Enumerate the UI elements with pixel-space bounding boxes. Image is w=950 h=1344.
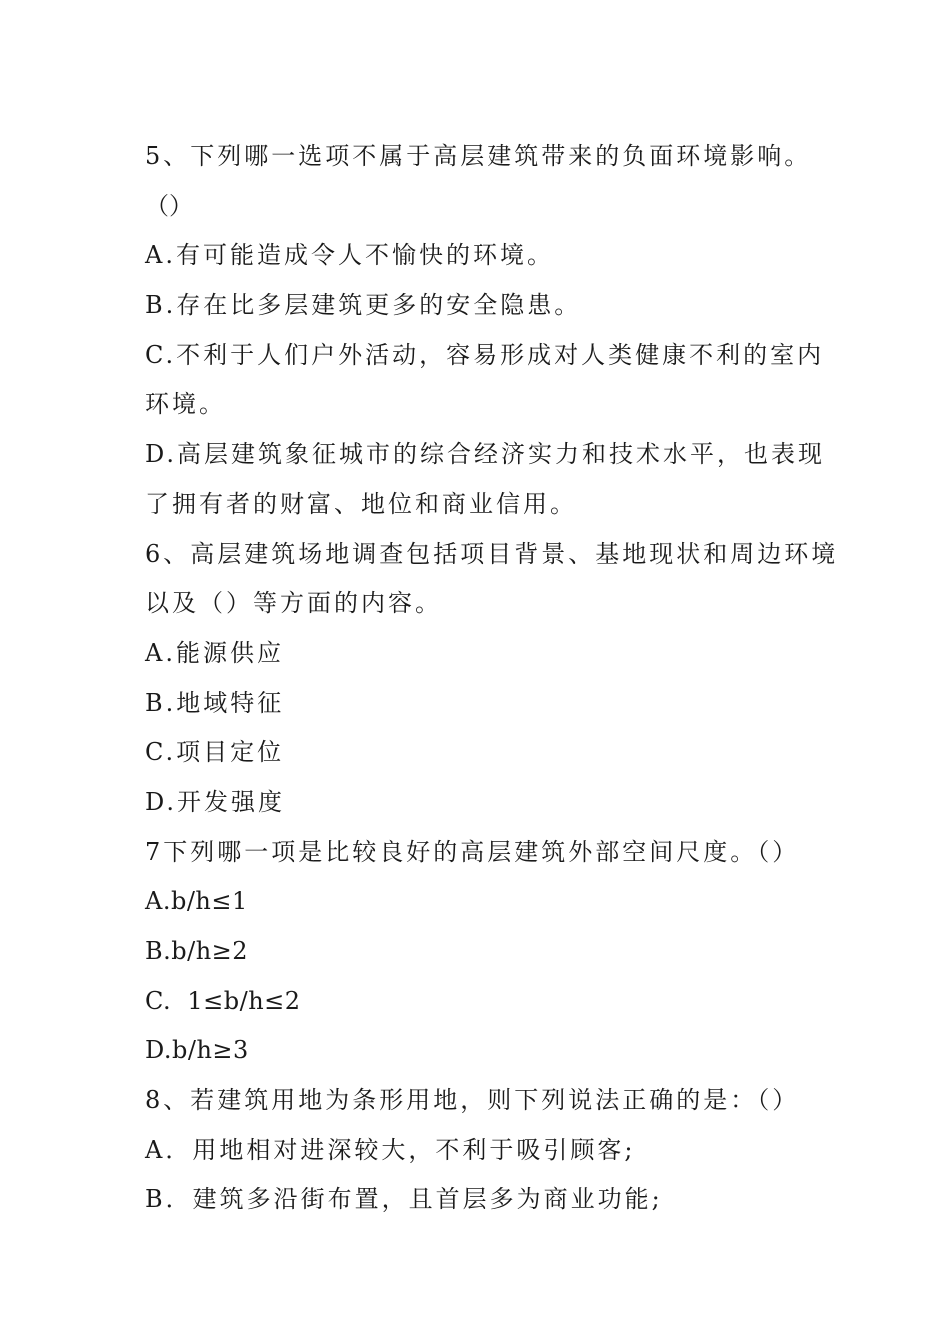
question-8-option-b: B．建筑多沿街布置，且首层多为商业功能; — [145, 1185, 663, 1214]
question-5-option-d-cont: 了拥有者的财富、地位和商业信用。 — [145, 489, 577, 518]
question-6-stem: 6、高层建筑场地调查包括项目背景、基地现状和周边环境 — [145, 539, 839, 568]
question-8-option-a: A．用地相对进深较大，不利于吸引顾客; — [145, 1135, 636, 1164]
question-text-block — [145, 132, 839, 1225]
question-5-blank: （） — [145, 191, 193, 220]
question-6-option-c: C.项目定位 — [145, 738, 285, 767]
question-5-option-b: B.存在比多层建筑更多的安全隐患。 — [145, 291, 582, 320]
question-6-stem-cont: 以及（）等方面的内容。 — [145, 589, 442, 618]
question-5-option-c: C.不利于人们户外活动，容易形成对人类健康不利的室内 — [145, 340, 825, 369]
question-6-option-d: D.开发强度 — [145, 787, 286, 816]
question-7-option-c: C. 1≤b/h≤2 — [145, 986, 301, 1015]
question-7-option-b: B.b/h≥2 — [145, 937, 249, 965]
question-5-option-d: D.高层建筑象征城市的综合经济实力和技术水平，也表现 — [145, 440, 826, 469]
question-7-option-d: D.b/h≥3 — [145, 1036, 249, 1065]
question-6-option-a: A.能源供应 — [145, 638, 284, 667]
question-6-option-b: B.地域特征 — [145, 688, 285, 717]
question-7-option-a: A.b/h≤1 — [145, 887, 248, 916]
question-5-stem: 5、下列哪一选项不属于高层建筑带来的负面环境影响。 — [145, 142, 812, 170]
question-8-stem: 8、若建筑用地为条形用地，则下列说法正确的是：（） — [145, 1086, 800, 1115]
question-5-option-a: A.有可能造成令人不愉快的环境。 — [145, 241, 554, 270]
question-7-stem: 7下列哪一项是比较良好的高层建筑外部空间尺度。（） — [145, 837, 800, 866]
question-5-option-c-cont: 环境。 — [145, 390, 226, 419]
